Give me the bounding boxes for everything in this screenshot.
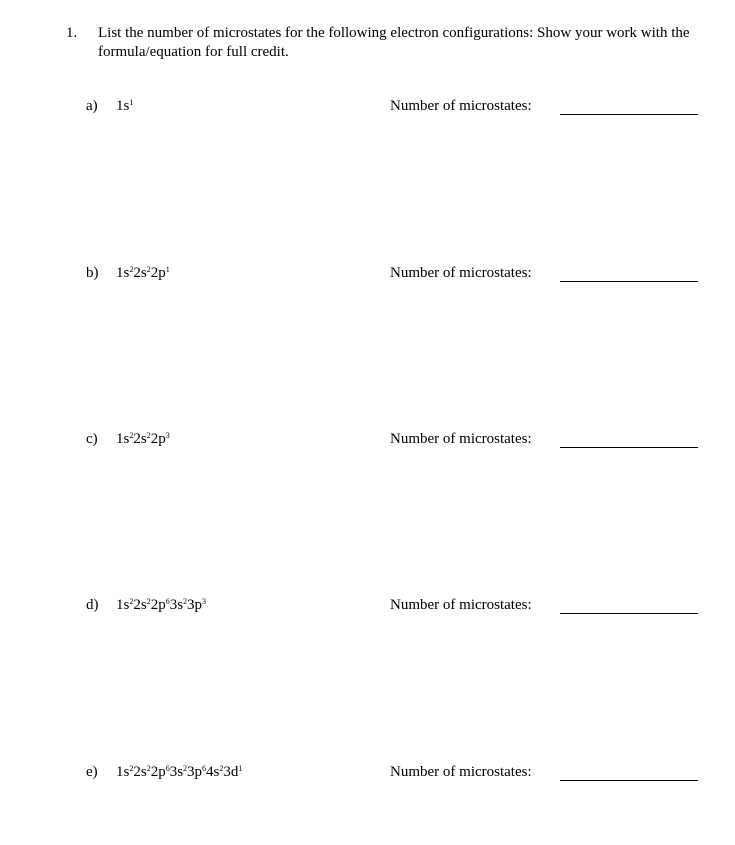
orbital: 2p xyxy=(150,265,166,281)
electron-configuration xyxy=(116,764,242,781)
orbital-occupancy: 2 xyxy=(219,764,224,773)
orbital-occupancy: 6 xyxy=(165,597,170,606)
orbital: 2s xyxy=(133,764,147,780)
microstates-prompt: Number of microstates: xyxy=(390,764,532,780)
microstates-prompt: Number of microstates: xyxy=(390,597,532,613)
orbital: 2p xyxy=(150,431,166,447)
item-label: a) xyxy=(86,98,98,114)
orbital-occupancy: 1 xyxy=(238,764,243,773)
answer-line[interactable] xyxy=(560,114,698,115)
question-text: List the number of microstates for the following electron configurations: Show your work with the formula/equation for full credit. xyxy=(98,25,690,60)
orbital: 1s xyxy=(116,597,130,613)
orbital: 3p xyxy=(187,597,203,613)
question-item-c xyxy=(0,431,735,453)
item-label: e) xyxy=(86,764,98,780)
orbital: 1s xyxy=(116,98,130,114)
orbital-occupancy: 2 xyxy=(146,265,151,274)
orbital: 4s xyxy=(206,764,220,780)
answer-line[interactable] xyxy=(560,780,698,781)
orbital-occupancy: 1 xyxy=(165,265,170,274)
question-number: 1. xyxy=(66,25,78,41)
orbital: 1s xyxy=(116,764,130,780)
orbital: 3s xyxy=(169,764,184,780)
orbital-occupancy: 2 xyxy=(129,431,134,440)
orbital-occupancy: 2 xyxy=(146,764,151,773)
orbital: 2s xyxy=(133,431,147,447)
item-label: c) xyxy=(86,431,98,447)
orbital-occupancy: 6 xyxy=(165,764,170,773)
orbital: 2p xyxy=(150,597,166,613)
question-item-e xyxy=(0,764,735,786)
orbital-occupancy: 2 xyxy=(129,597,134,606)
microstates-prompt: Number of microstates: xyxy=(390,98,532,114)
orbital: 2p xyxy=(150,764,166,780)
orbital: 3p xyxy=(187,764,203,780)
item-label: d) xyxy=(86,597,99,613)
orbital: 1s xyxy=(116,265,130,281)
electron-configuration xyxy=(116,431,170,448)
answer-line[interactable] xyxy=(560,613,698,614)
orbital: 2s xyxy=(133,265,147,281)
orbital-occupancy: 2 xyxy=(183,764,188,773)
orbital-occupancy: 2 xyxy=(183,597,188,606)
orbital-occupancy: 6 xyxy=(202,764,207,773)
orbital-occupancy: 2 xyxy=(146,431,151,440)
electron-configuration xyxy=(116,98,133,115)
orbital: 1s xyxy=(116,431,130,447)
microstates-prompt: Number of microstates: xyxy=(390,431,532,447)
question-item-b xyxy=(0,265,735,287)
orbital: 3d xyxy=(223,764,239,780)
orbital-occupancy: 3 xyxy=(165,431,170,440)
microstates-prompt: Number of microstates: xyxy=(390,265,532,281)
electron-configuration xyxy=(116,597,206,614)
question-item-a xyxy=(0,98,735,120)
question-item-d xyxy=(0,597,735,619)
item-label: b) xyxy=(86,265,99,281)
orbital-occupancy: 2 xyxy=(146,597,151,606)
orbital: 3s xyxy=(169,597,184,613)
orbital-occupancy: 2 xyxy=(129,265,134,274)
answer-line[interactable] xyxy=(560,447,698,448)
answer-line[interactable] xyxy=(560,281,698,282)
orbital: 2s xyxy=(133,597,147,613)
orbital-occupancy: 1 xyxy=(129,98,134,107)
orbital-occupancy: 2 xyxy=(129,764,134,773)
orbital-occupancy: 3 xyxy=(202,597,207,606)
electron-configuration xyxy=(116,265,170,282)
